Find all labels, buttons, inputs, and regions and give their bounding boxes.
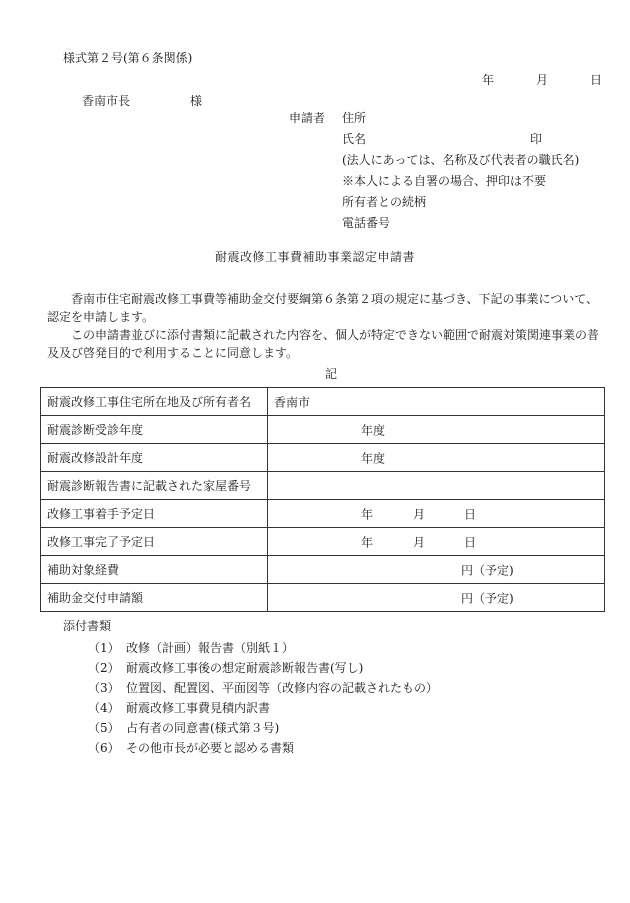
- date-year-label: 年: [482, 73, 495, 87]
- list-item-text: その他市長が必要と認める書類: [126, 741, 295, 755]
- diagnosis-year-unit: 年度: [361, 423, 386, 437]
- start-day-unit: 日: [464, 507, 477, 521]
- statement-paragraph-1: 香南市住宅耐震改修工事費等補助金交付要綱第６条第２項の規定に基づき、下記の事業について、認定を申請します。: [47, 292, 599, 324]
- list-item-number: （2）: [88, 661, 120, 675]
- house-number-field[interactable]: [268, 472, 605, 500]
- seal-mark: 印: [530, 132, 543, 146]
- table-row: [41, 416, 605, 444]
- table-row: [41, 528, 605, 556]
- list-item-number: （6）: [88, 741, 120, 755]
- addressee-name: 香南市長: [82, 94, 131, 108]
- phone-label: 電話番号: [342, 216, 391, 230]
- start-date-field[interactable]: [268, 500, 605, 528]
- applicant-name-row: [342, 131, 579, 152]
- row-label-start-date: 改修工事着手予定日: [41, 500, 268, 528]
- date-day-label: 日: [590, 73, 603, 87]
- row-label-subsidy-amount: 補助金交付申請額: [41, 584, 268, 612]
- list-item-number: （1）: [88, 641, 120, 655]
- subsidy-amount-field[interactable]: [268, 584, 605, 612]
- application-details-table: [40, 387, 605, 612]
- start-month-unit: 月: [413, 507, 426, 521]
- list-item-text: 改修（計画）報告書（別紙１）: [126, 641, 295, 655]
- list-item-number: （3）: [88, 681, 120, 695]
- list-item-text: 占有者の同意書(様式第３号): [126, 721, 280, 735]
- row-label-location-owner: 耐震改修工事住宅所在地及び所有者名: [41, 388, 268, 416]
- table-row: [41, 556, 605, 584]
- row-label-completion-date: 改修工事完了予定日: [41, 528, 268, 556]
- list-item-text: 耐震改修工事後の想定耐震診断報告書(写し): [126, 661, 364, 675]
- table-row: [41, 388, 605, 416]
- applicant-address-label: 住所: [342, 111, 367, 125]
- addressee: [82, 93, 203, 109]
- application-statement: [47, 290, 607, 362]
- row-label-eligible-cost: 補助対象経費: [41, 556, 268, 584]
- row-label-diagnosis-year: 耐震診断受診年度: [41, 416, 268, 444]
- completion-year-unit: 年: [361, 535, 374, 549]
- signature-note: ※本人による自署の場合、押印は不要: [342, 174, 547, 188]
- corporate-note: (法人にあっては、名称及び代表者の職氏名): [342, 153, 580, 167]
- location-owner-field[interactable]: [268, 388, 605, 416]
- list-item-text: 位置図、配置図、平面図等（改修内容の記載されたもの）: [126, 681, 439, 695]
- list-item-number: （5）: [88, 721, 120, 735]
- table-row: [41, 472, 605, 500]
- start-year-unit: 年: [361, 507, 374, 521]
- list-item-number: （4）: [88, 701, 120, 715]
- table-row: [41, 444, 605, 472]
- table-row: [41, 500, 605, 528]
- design-year-field[interactable]: [268, 444, 605, 472]
- row-label-house-number: 耐震診断報告書に記載された家屋番号: [41, 472, 268, 500]
- row-label-design-year: 耐震改修設計年度: [41, 444, 268, 472]
- attachments-heading: 添付書類: [63, 619, 112, 633]
- addressee-honorific: 様: [190, 94, 203, 108]
- date-month-label: 月: [536, 73, 549, 87]
- completion-date-field[interactable]: [268, 528, 605, 556]
- document-title: 耐震改修工事費補助事業認定申請書: [214, 250, 415, 264]
- subsidy-amount-unit: 円（予定): [461, 591, 514, 605]
- eligible-cost-field[interactable]: [268, 556, 605, 584]
- form-number: 様式第２号(第６条関係): [63, 51, 193, 65]
- ki-heading: 記: [324, 367, 337, 381]
- applicant-label: 申請者: [289, 111, 326, 125]
- relationship-label: 所有者との続柄: [342, 195, 427, 209]
- statement-paragraph-2: この申請書並びに添付書類に記載された内容を、個人が特定できない範囲で耐震対策関連事業の普及及び啓発目的で利用することに同意します。: [47, 328, 600, 360]
- completion-month-unit: 月: [413, 535, 426, 549]
- design-year-unit: 年度: [361, 451, 386, 465]
- location-prefix: 香南市: [274, 395, 311, 409]
- completion-day-unit: 日: [464, 535, 477, 549]
- table-row: [41, 584, 605, 612]
- eligible-cost-unit: 円（予定): [461, 563, 514, 577]
- applicant-name-label: 氏名: [342, 132, 367, 146]
- list-item-text: 耐震改修工事費見積内訳書: [126, 701, 271, 715]
- diagnosis-year-field[interactable]: [268, 416, 605, 444]
- applicant-details: [342, 110, 579, 236]
